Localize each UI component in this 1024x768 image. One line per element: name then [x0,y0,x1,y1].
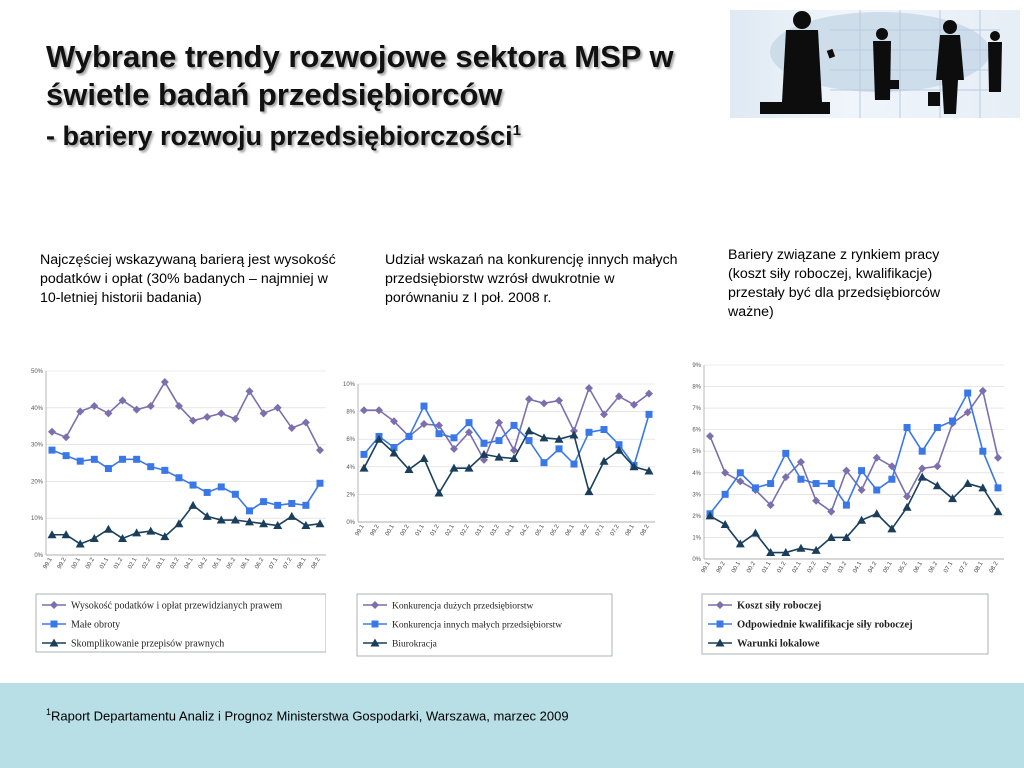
x-tick-label: 99.1 [700,561,712,575]
data-point [316,446,324,454]
x-tick-label: 07.2 [282,557,294,571]
data-point [119,456,126,463]
data-point [49,447,56,454]
data-point [964,390,971,397]
data-point [843,502,850,509]
data-point [586,429,593,436]
data-point [317,480,324,487]
data-point [161,467,168,474]
x-tick-label: 02.1 [127,557,139,571]
x-tick-label: 01.2 [776,561,788,575]
data-point [919,448,926,455]
y-tick-label: 4% [346,464,355,471]
data-point [872,509,881,517]
data-point [585,384,593,392]
data-point [751,529,760,537]
x-tick-label: 01.1 [99,557,111,571]
data-point [918,464,926,472]
x-tick-label: 08.2 [310,557,322,571]
series-3 [706,473,1003,556]
data-point [736,477,744,485]
data-point [555,397,563,405]
data-point [90,402,98,410]
x-tick-label: 99.2 [369,524,381,538]
x-tick-label: 05.1 [534,524,546,538]
x-tick-label: 00.1 [70,557,82,571]
data-point [796,544,805,552]
data-point [797,476,804,483]
data-point [76,407,84,415]
data-point [260,498,267,505]
x-tick-label: 08.2 [639,524,651,538]
y-tick-label: 4% [692,470,701,477]
data-point [231,415,239,423]
data-point [316,519,325,527]
data-point [161,378,169,386]
legend-marker [372,621,379,628]
x-tick-label: 05.2 [897,561,909,575]
x-tick-label: 08.1 [973,561,985,575]
data-point [873,487,880,494]
data-point [48,428,56,436]
x-tick-label: 07.1 [943,561,955,575]
x-tick-label: 06.2 [579,524,591,538]
caption-labour-market: Bariery związane z rynkiem pracy (koszt siły roboczej, kwalifikacje) przestały być dla przedsiębiorców ważne) [728,247,941,320]
page-title [46,38,726,153]
x-tick-label: 05.1 [882,561,894,575]
y-tick-label: 3% [692,492,701,499]
x-tick-label: 04.1 [183,557,195,571]
data-point [903,503,912,511]
x-tick-label: 08.1 [624,524,636,538]
x-tick-label: 02.2 [806,561,818,575]
caption-competition: Udział wskazań na konkurencję innych małych przedsiębiorstw wzrósł dwukrotnie w porównaniu z I poł. 2008 r. [385,252,678,306]
data-point [274,502,281,509]
data-point [146,527,155,535]
legend-label: Wysokość podatków i opłat przewidzianych prawem [71,600,283,612]
x-tick-label: 06.1 [564,524,576,538]
x-tick-label: 06.2 [254,557,266,571]
data-point [246,507,253,514]
x-tick-label: 03.1 [474,524,486,538]
footer-note [46,707,569,723]
data-point [406,433,413,440]
footer [0,683,1024,768]
chart-competition [335,376,665,666]
data-point [540,399,548,407]
data-point [175,474,182,481]
x-tick-label: 04.1 [852,561,864,575]
series-1 [360,384,653,464]
y-tick-label: 10% [342,382,355,388]
chart-labour [680,360,1010,670]
x-tick-label: 99.2 [56,557,68,571]
data-point [737,469,744,476]
title-footnote-mark: 1 [512,122,521,139]
data-point [302,419,310,427]
y-tick-label: 0% [346,520,355,526]
title-subtitle-text: - bariery rozwoju przedsiębiorczości [46,121,513,151]
x-tick-label: 99.1 [42,557,54,571]
data-point [511,422,518,429]
x-tick-label: 05.2 [226,557,238,571]
x-tick-label: 00.1 [731,561,743,575]
data-point [949,418,956,425]
data-point [994,454,1002,462]
y-tick-label: 0% [692,557,701,563]
x-tick-label: 08.1 [296,557,308,571]
data-point [888,476,895,483]
y-tick-label: 6% [692,427,701,434]
data-point [767,480,774,487]
y-tick-label: 2% [692,513,701,520]
data-point [147,402,155,410]
legend-label: Konkurencja dużych przedsiębiorstw [392,601,534,612]
legend-marker [51,621,58,628]
data-point [91,456,98,463]
y-tick-label: 30% [30,442,43,449]
data-point [526,437,533,444]
data-point [873,454,881,462]
data-point [245,387,253,395]
y-tick-label: 8% [346,409,355,416]
y-tick-label: 40% [30,405,43,412]
y-tick-label: 9% [692,363,701,369]
legend-label: Odpowiednie kwalifikacje siły roboczej [737,619,913,631]
data-point [360,406,368,414]
x-tick-label: 99.2 [715,561,727,575]
data-point [904,424,911,431]
data-point [752,484,759,491]
data-point [90,534,99,542]
y-tick-label: 7% [692,406,701,413]
data-point [585,487,594,495]
series-2 [49,447,324,515]
x-tick-label: 04.2 [197,557,209,571]
chart-taxes-svg [26,366,326,656]
data-point [133,456,140,463]
x-tick-label: 03.1 [821,561,833,575]
x-tick-label: 02.2 [459,524,471,538]
chart-labour-svg [680,360,1010,670]
legend-label: Biurokracja [392,639,437,650]
data-point [782,450,789,457]
y-tick-label: 0% [34,553,43,559]
data-point [828,480,835,487]
data-point [903,492,911,500]
data-point [104,525,113,533]
data-point [436,430,443,437]
chart-taxes [26,366,326,656]
y-tick-label: 6% [346,437,355,444]
data-point [218,483,225,490]
x-tick-label: 07.2 [609,524,621,538]
data-point [556,445,563,452]
data-point [421,403,428,410]
data-point [63,452,70,459]
x-tick-label: 07.1 [268,557,280,571]
legend-label: Małe obroty [71,619,121,631]
series-2 [707,390,1002,518]
caption-taxes: Najczęściej wskazywaną barierą jest wysokość podatków i opłat (30% badanych – najmniej w 10-letniej historii badania) [40,252,336,306]
data-point [721,469,729,477]
data-point [995,484,1002,491]
data-point [189,501,198,509]
x-tick-label: 07.1 [594,524,606,538]
data-point [481,440,488,447]
y-tick-label: 8% [692,384,701,391]
x-tick-label: 00.2 [746,561,758,575]
data-point [105,465,112,472]
data-point [466,419,473,426]
x-tick-label: 06.1 [240,557,252,571]
data-point [722,491,729,498]
series-line [364,388,649,460]
y-tick-label: 1% [692,535,701,542]
legend-marker [717,621,724,628]
x-tick-label: 02.1 [444,524,456,538]
data-point [62,433,70,441]
x-tick-label: 00.2 [399,524,411,538]
x-tick-label: 04.2 [867,561,879,575]
x-tick-label: 01.2 [113,557,125,571]
x-tick-label: 02.2 [141,557,153,571]
x-tick-label: 01.1 [414,524,426,538]
title-subtitle [46,114,726,153]
x-tick-label: 04.1 [504,524,516,538]
y-tick-label: 5% [692,449,701,456]
data-point [934,424,941,431]
data-point [541,459,548,466]
footer-mark: 1 [46,707,52,717]
data-point [979,448,986,455]
data-point [933,481,942,489]
x-tick-label: 99.1 [354,524,366,538]
data-point [190,482,197,489]
data-point [933,462,941,470]
x-tick-label: 00.2 [85,557,97,571]
chart-competition-svg [335,376,665,666]
x-tick-label: 00.1 [384,524,396,538]
series-1 [48,378,324,454]
data-point [721,520,730,528]
x-tick-label: 05.1 [211,557,223,571]
legend-label: Skomplikowanie przepisów prawnych [71,638,225,650]
x-tick-label: 01.1 [761,561,773,575]
data-point [232,491,239,498]
data-point [495,419,503,427]
data-point [77,458,84,465]
x-tick-label: 03.1 [155,557,167,571]
x-tick-label: 03.2 [169,557,181,571]
data-point [420,454,429,462]
title-main: Wybrane trendy rozwojowe sektora MSP w świetle badań przedsiębiorców [46,39,674,112]
x-tick-label: 02.1 [791,561,803,575]
data-point [525,426,534,434]
data-point [601,426,608,433]
data-point [496,437,503,444]
data-point [451,434,458,441]
data-point [360,464,369,472]
y-tick-label: 20% [30,479,43,486]
x-tick-label: 04.2 [519,524,531,538]
business-people-illustration [730,10,1020,118]
data-point [361,451,368,458]
x-tick-label: 05.2 [549,524,561,538]
data-point [288,500,295,507]
business-people-image [730,10,1020,118]
data-point [994,507,1003,515]
data-point [858,467,865,474]
y-tick-label: 50% [30,369,43,375]
series-3 [48,501,325,548]
y-tick-label: 2% [346,492,355,499]
data-point [147,463,154,470]
data-point [963,479,972,487]
series-line [52,382,320,450]
x-tick-label: 06.1 [912,561,924,575]
footer-text: Raport Departamentu Analiz i Prognoz Ministerstwa Gospodarki, Warszawa, marzec 2009 [51,708,569,724]
x-tick-label: 03.2 [489,524,501,538]
data-point [525,395,533,403]
legend-label: Koszt siły roboczej [737,600,822,612]
data-point [302,502,309,509]
data-point [133,406,141,414]
y-tick-label: 10% [30,516,43,523]
data-point [260,409,268,417]
data-point [203,413,211,421]
data-point [813,480,820,487]
legend-label: Konkurencja innych małych przedsiębiorstw [392,620,563,631]
data-point [204,489,211,496]
data-point [217,409,225,417]
x-tick-label: 08.2 [988,561,1000,575]
data-point [435,489,444,497]
data-point [646,411,653,418]
x-tick-label: 06.2 [928,561,940,575]
legend-label: Warunki lokalowe [737,638,820,650]
data-point [706,432,714,440]
x-tick-label: 03.2 [837,561,849,575]
x-tick-label: 07.2 [958,561,970,575]
data-point [287,512,296,520]
data-point [571,461,578,468]
x-tick-label: 01.2 [429,524,441,538]
